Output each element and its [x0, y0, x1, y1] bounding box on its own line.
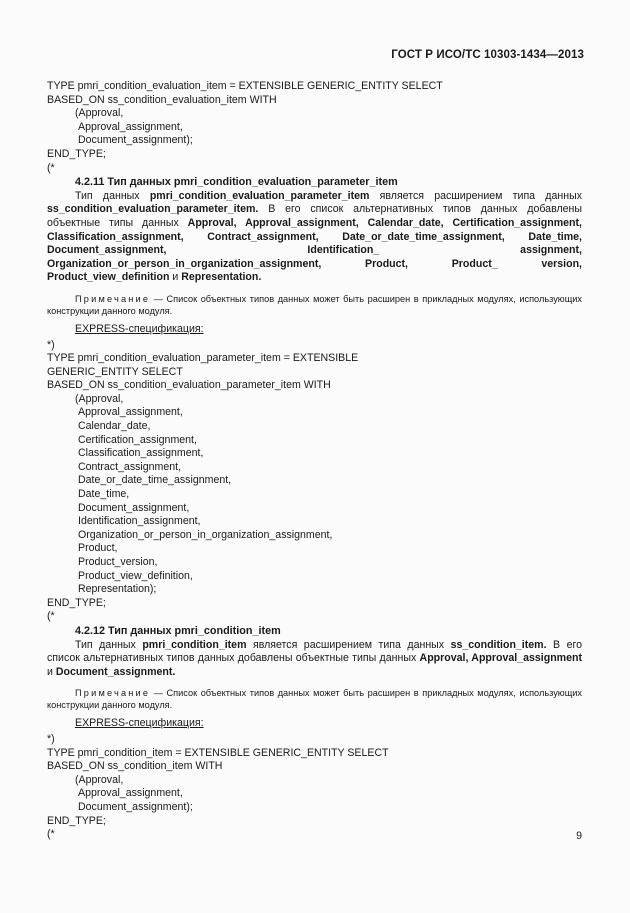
- text-run: Тип данных: [75, 638, 143, 651]
- code-block: [47, 339, 582, 624]
- code-line: Date_time,: [78, 488, 130, 501]
- section-paragraph: [47, 639, 582, 680]
- bold-term: Representation.: [181, 271, 262, 284]
- note-label: Примечание: [75, 688, 151, 699]
- text-run: В его список альтернативных типов данных добавлены объектные типы данных: [47, 638, 582, 665]
- code-line: (*: [47, 161, 55, 174]
- code-line: Approval_assignment,: [78, 120, 183, 133]
- code-line: Contract_assignment,: [78, 460, 182, 473]
- code-block: [47, 80, 582, 175]
- code-line: END_TYPE;: [47, 814, 106, 827]
- document-body: [47, 80, 582, 842]
- code-line: GENERIC_ENTITY SELECT: [47, 365, 183, 378]
- code-line: BASED_ON ss_condition_evaluation_item WITH: [47, 93, 277, 106]
- text-run: В его список альтернативных типов данных добавлены объектные типы данных: [47, 203, 582, 229]
- bold-term: pmri_condition_evaluation_parameter_item: [149, 189, 370, 202]
- code-line: *): [47, 338, 55, 351]
- note-text: — Список объектных типов данных может быть расширен в прикладных модулях, использующих конструкции данного модуля.: [47, 293, 582, 316]
- code-line: Product_version,: [78, 556, 158, 568]
- code-line: (Approval,: [75, 107, 124, 120]
- bold-term: Approval, Approval_assignment, Calendar_date, Certification_assignment, Classification_assignment, Contract_assignment, Date_or_date_time_assignment, Date_time, Document_assignment, Identification_ assignment, Organization_or_person_in_organization_assignment, Product, Product_ version, Product_view_definition: [47, 216, 582, 284]
- bold-term: ss_condition_item.: [450, 638, 547, 651]
- code-line: *): [47, 732, 55, 745]
- code-line: Document_assignment,: [78, 501, 190, 514]
- code-line: Approval_assignment,: [78, 406, 183, 419]
- code-line: END_TYPE;: [47, 147, 106, 160]
- section-heading: 4.2.11 Тип данных pmri_condition_evaluation_parameter_item: [75, 176, 398, 189]
- text-run: и: [169, 271, 182, 284]
- code-line: Product_view_definition,: [78, 569, 193, 582]
- code-line: BASED_ON ss_condition_item WITH: [47, 760, 223, 773]
- section-heading: 4.2.12 Тип данных pmri_condition_item: [75, 624, 281, 637]
- code-line: (Approval,: [75, 773, 124, 786]
- code-line: BASED_ON ss_condition_evaluation_parameter_item WITH: [47, 379, 331, 392]
- code-line: Document_assignment);: [78, 800, 193, 813]
- bold-term: Approval, Approval_assignment: [419, 652, 582, 665]
- bold-term: ss_condition_evaluation_parameter_item.: [47, 203, 259, 216]
- code-line: Calendar_date,: [78, 420, 151, 433]
- code-line: TYPE pmri_condition_item = EXTENSIBLE GENERIC_ENTITY SELECT: [47, 746, 389, 759]
- text-run: является расширением типа данных: [369, 189, 582, 202]
- bold-term: Document_assignment.: [55, 665, 176, 678]
- express-spec-label: EXPRESS-спецификация:: [75, 717, 204, 730]
- document-header: ГОСТ Р ИСО/ТС 10303-1434—2013: [391, 49, 584, 61]
- code-line: Document_assignment);: [78, 134, 193, 147]
- note: [47, 687, 582, 711]
- code-line: TYPE pmri_condition_evaluation_item = EXTENSIBLE GENERIC_ENTITY SELECT: [47, 80, 443, 92]
- code-line: Approval_assignment,: [78, 787, 183, 800]
- code-line: Product,: [78, 542, 118, 555]
- code-line: END_TYPE;: [47, 596, 106, 609]
- code-line: (*: [47, 828, 55, 841]
- text-run: и: [47, 665, 56, 678]
- code-line: Certification_assignment,: [78, 433, 197, 446]
- bold-term: pmri_condition_item: [142, 638, 247, 651]
- code-line: Identification_assignment,: [78, 515, 201, 528]
- text-run: Тип данных: [75, 189, 150, 202]
- note: [47, 293, 582, 317]
- code-line: (Approval,: [75, 392, 124, 405]
- text-run: является расширением типа данных: [246, 638, 451, 651]
- code-line: (*: [47, 610, 55, 623]
- code-line: Classification_assignment,: [78, 447, 204, 460]
- note-label: Примечание: [75, 293, 151, 304]
- note-text: — Список объектных типов данных может быть расширен в прикладных модулях, использующих конструкции данного модуля.: [47, 688, 582, 711]
- code-line: Representation);: [78, 583, 157, 596]
- code-line: Organization_or_person_in_organization_assignment,: [78, 528, 333, 541]
- express-spec-label: EXPRESS-спецификация:: [75, 322, 204, 335]
- code-line: Date_or_date_time_assignment,: [78, 474, 232, 487]
- code-line: TYPE pmri_condition_evaluation_parameter_item = EXTENSIBLE: [47, 352, 359, 365]
- section-paragraph: [47, 190, 582, 285]
- page-number: 9: [576, 830, 582, 842]
- code-block: [47, 733, 582, 842]
